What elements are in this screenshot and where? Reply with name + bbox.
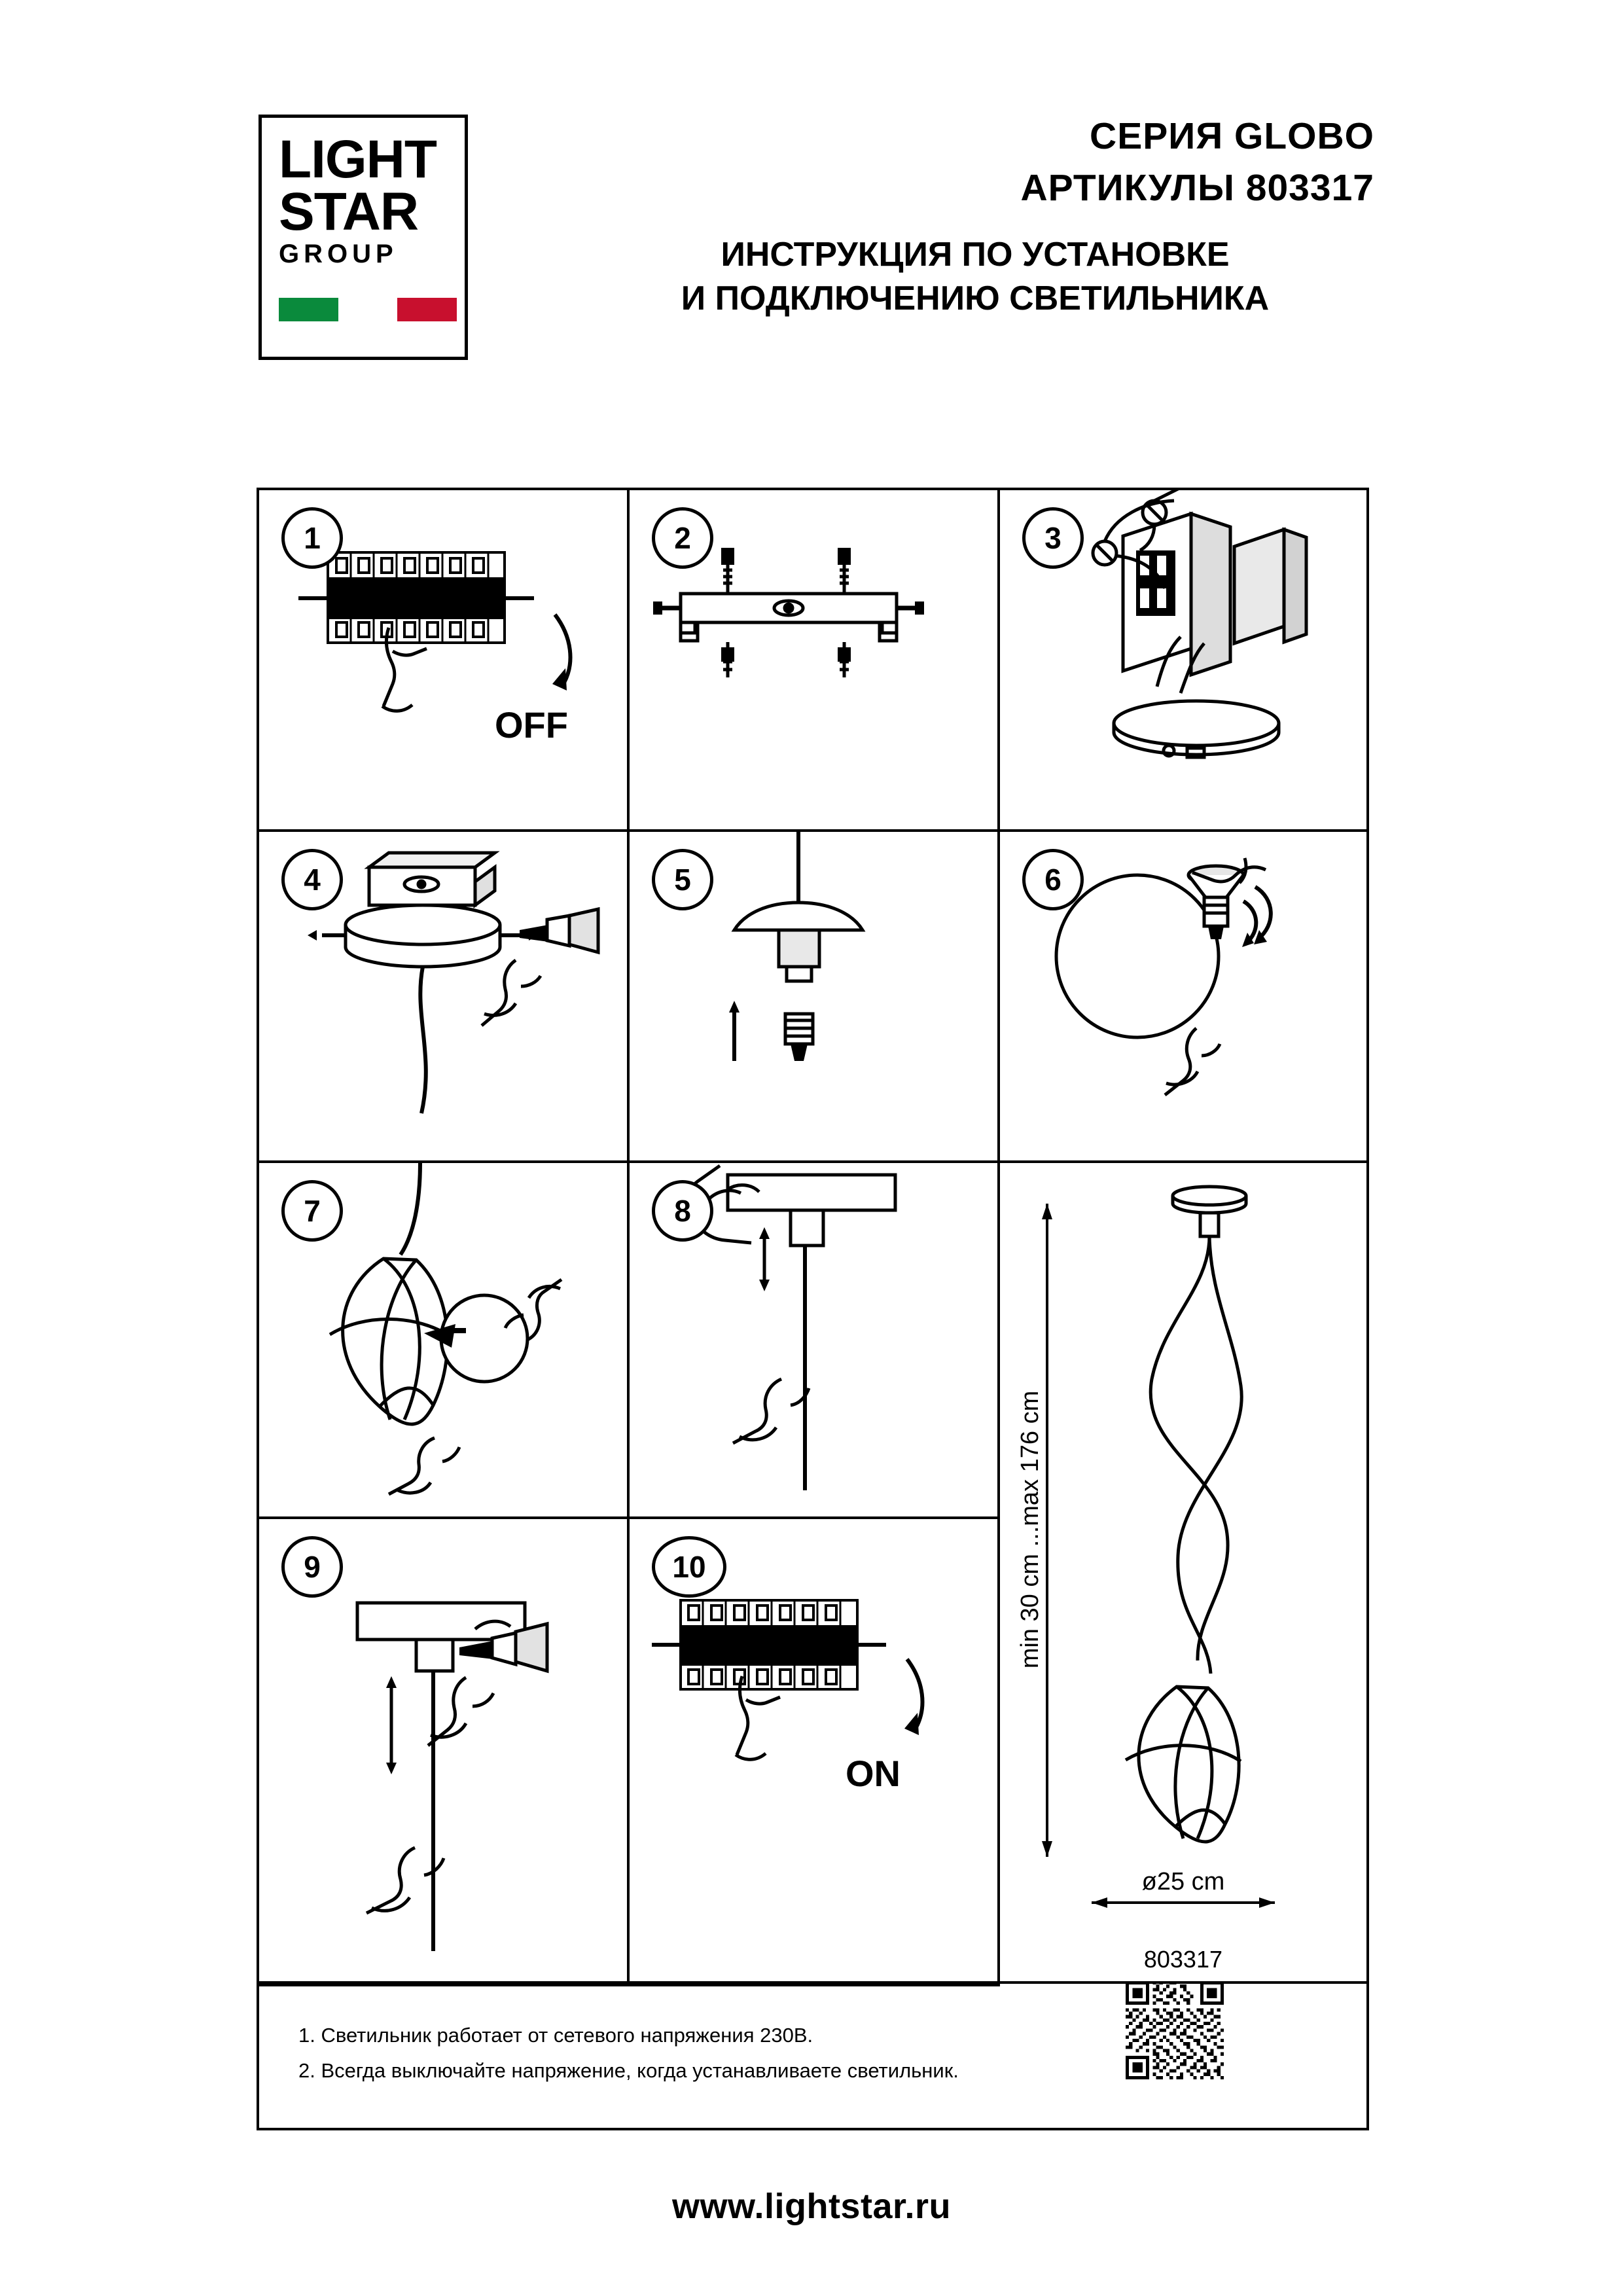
- article-numbers: АРТИКУЛЫ 803317: [1020, 167, 1374, 209]
- notes-text: [298, 2018, 959, 2089]
- step-9: [259, 1519, 630, 1986]
- step-4-number: 4: [281, 849, 343, 910]
- notes-section: [259, 1981, 1366, 2128]
- document-title-line-1: ИНСТРУКЦИЯ ПО УСТАНОВКЕ: [721, 235, 1230, 274]
- header-text-block: [497, 115, 1374, 319]
- product-dimensions: [1000, 1163, 1369, 1986]
- article-code: 803317: [1143, 1946, 1222, 1973]
- logo-line-light: LIGHT: [279, 130, 437, 189]
- step-7-number: 7: [281, 1180, 343, 1242]
- note-1: 1. Светильник работает от сетевого напряжения 230В.: [298, 2024, 813, 2047]
- step-4: [259, 832, 630, 1163]
- step-8-number: 8: [652, 1180, 713, 1242]
- step-2-number: 2: [652, 507, 713, 569]
- italian-flag-icon: [279, 298, 457, 321]
- logo-wordmark: [279, 130, 455, 269]
- diameter-dimension-label: ø25 cm: [1141, 1868, 1225, 1895]
- height-dimension-label: min 30 cm ...max 176 cm: [1016, 1390, 1044, 1669]
- step-5-number: 5: [652, 849, 713, 910]
- step-5: [630, 832, 1000, 1163]
- brand-logo: [259, 115, 468, 360]
- step-10: [630, 1519, 1000, 1986]
- step-1-number: 1: [281, 507, 343, 569]
- page-header: [0, 98, 1623, 399]
- instruction-frame: [257, 488, 1369, 2130]
- step-9-number: 9: [281, 1536, 343, 1598]
- step-10-number: 10: [652, 1536, 726, 1598]
- step-3: [1000, 490, 1369, 832]
- step-8: [630, 1163, 1000, 1519]
- step-10-caption: ON: [846, 1753, 901, 1794]
- series-name: СЕРИЯ GLOBO: [1090, 115, 1374, 157]
- logo-line-star: STAR: [279, 181, 419, 242]
- step-7: [259, 1163, 630, 1519]
- step-1: [259, 490, 630, 832]
- logo-line-group: GROUP: [279, 240, 398, 269]
- step-1-caption: OFF: [495, 704, 568, 745]
- document-title-line-2: И ПОДКЛЮЧЕНИЮ СВЕТИЛЬНИКА: [681, 279, 1270, 317]
- step-2: [630, 490, 1000, 832]
- step-6: [1000, 832, 1369, 1163]
- step-6-number: 6: [1022, 849, 1084, 910]
- footer-website[interactable]: www.lightstar.ru: [671, 2187, 952, 2226]
- pendant-lamp-dimension-drawing: [1000, 1163, 1369, 1986]
- note-2: 2. Всегда выключайте напряжение, когда устанавливаете светильник.: [298, 2059, 959, 2083]
- step-3-number: 3: [1022, 507, 1084, 569]
